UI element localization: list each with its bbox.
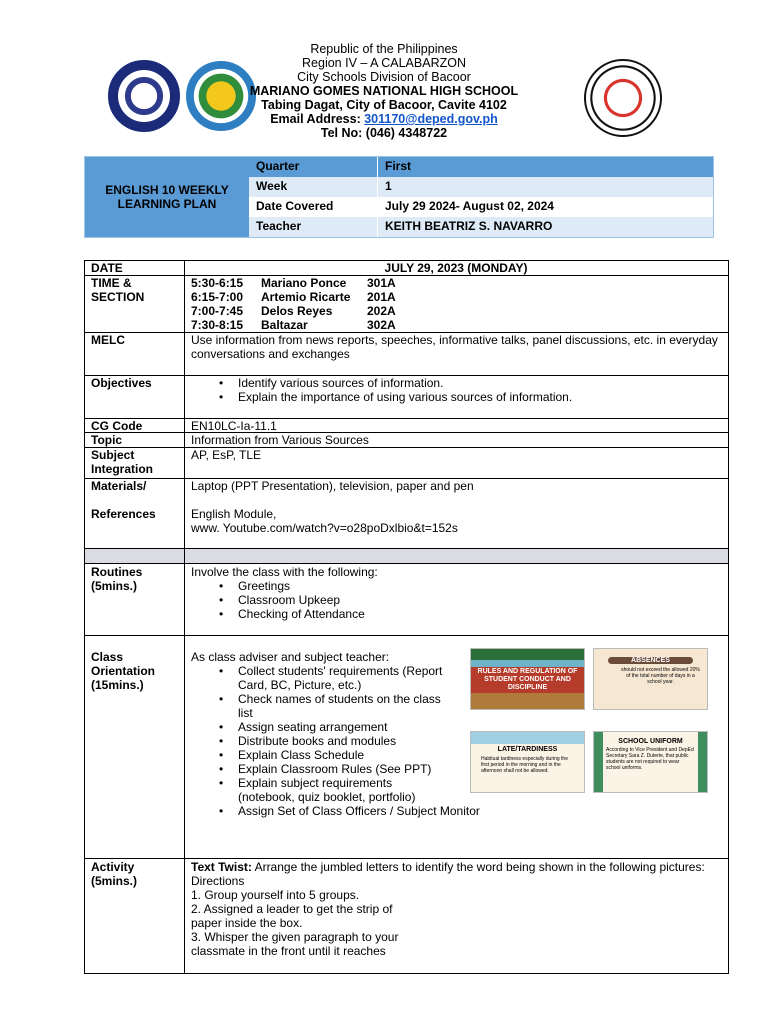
- header-line-1: Republic of the Philippines: [310, 42, 458, 56]
- routine-item: • Checking of Attendance: [191, 607, 721, 621]
- row-subject-integration: Subject Integration AP, EsP, TLE: [85, 448, 728, 479]
- row-date: DATE JULY 29, 2023 (MONDAY): [85, 261, 728, 276]
- header-line-2: Region IV – A CALABARZON: [302, 56, 466, 70]
- references-link: www. Youtube.com/watch?v=o28poDxlbio&t=152s: [191, 521, 458, 535]
- direction-line: classmate in the front until it reaches: [191, 944, 386, 958]
- slide-thumbnail-absences: ABSENCES should not exceed the allowed 20% of the total number of days in a school year.: [593, 648, 708, 710]
- row-spacer: [85, 549, 728, 564]
- plan-info-table: [84, 156, 714, 238]
- time-row: 6:15-7:00 Artemio Ricarte 201A: [191, 290, 396, 304]
- info-row-date-covered: Date Covered July 29 2024- August 02, 2024: [249, 197, 713, 217]
- orientation-item: • Collect students' requirements (Report Card, BC, Picture, etc.): [191, 664, 451, 692]
- routine-item: • Classroom Upkeep: [191, 593, 721, 607]
- time-row: 7:00-7:45 Delos Reyes 202A: [191, 304, 396, 318]
- objective-item: • Identify various sources of information.: [191, 376, 721, 390]
- email-label: Email Address:: [270, 112, 361, 126]
- materials-text: Laptop (PPT Presentation), television, paper and pen: [191, 479, 474, 493]
- time-row: 7:30-8:15 Baltazar 302A: [191, 318, 396, 332]
- document-header: [0, 42, 768, 140]
- orientation-item: • Assign seating arrangement: [191, 720, 451, 734]
- slide-thumbnail-tardiness: LATE/TARDINESS Habitual tardiness especially during the first period in the morning and in the afternoon shall not be allowed.: [470, 731, 585, 793]
- row-objectives: Objectives • Identify various sources of information. • Explain the importance of using various sources of information.: [85, 376, 728, 419]
- direction-line: 2. Assigned a leader to get the strip of: [191, 902, 393, 916]
- objective-item: • Explain the importance of using various sources of information.: [191, 390, 721, 404]
- orientation-item: • Explain Class Schedule: [191, 748, 451, 762]
- references-text: English Module,: [191, 507, 277, 521]
- orientation-item: • Distribute books and modules: [191, 734, 451, 748]
- activity-text: Text Twist: Arrange the jumbled letters to identify the word being shown in the following pictures:: [191, 860, 705, 874]
- row-activity: Activity (5mins.) Text Twist: Arrange the jumbled letters to identify the word being shown in the following pictures: Directions 1. Group yourself into 5 groups. 2. Assigned a leader to get the strip of paper inside the box. 3. Whisper the given paragraph to your classmate in the front until it reaches: [85, 859, 728, 973]
- direction-line: 1. Group yourself into 5 groups.: [191, 888, 360, 902]
- row-class-orientation: Class Orientation (15mins.) As class adviser and subject teacher: • Collect students' requirements (Report Card, BC, Picture, etc.) • Check names of students on the class list • Assign seating arrangement • Distribute books and modules • Explain Class Schedule • Explain Classroom Rules (See PPT) • Explain subject requirements (notebook, quiz booklet, portfolio) • Assign Set of Class Officers / Subject Monitor RULES AND REGULATION OF STUDENT CONDUCT AND DISCIPLINE ABSENCES should not exceed the allowed 20% of the total number of days in a school year. LATE/TARDINESS Habitual tardiness especially during the first period in the morning and in the afternoon shall not be allowed. SCHOOL UNIFORM According to Vice President and DepEd Secretary Sara Z. Duterte, that public students are not required to wear school uniforms.: [85, 636, 728, 859]
- orientation-item: • Explain Classroom Rules (See PPT): [191, 762, 451, 776]
- info-row-week: Week 1: [249, 177, 713, 197]
- routine-item: • Greetings: [191, 579, 721, 593]
- info-row-teacher: Teacher KEITH BEATRIZ S. NAVARRO: [249, 217, 713, 237]
- tel-line: Tel No: (046) 4348722: [320, 126, 448, 140]
- school-name: MARIANO GOMES NATIONAL HIGH SCHOOL: [249, 84, 519, 98]
- email-line: [0, 112, 768, 126]
- time-row: 5:30-6:15 Mariano Ponce 301A: [191, 276, 396, 290]
- orientation-item: • Check names of students on the class list: [191, 692, 451, 720]
- row-melc: MELC Use information from news reports, speeches, informative talks, panel discussions, etc. in everyday conversations and exchanges: [85, 333, 728, 376]
- direction-line: paper inside the box.: [191, 916, 303, 930]
- email-link[interactable]: 301170@deped.gov.ph: [364, 112, 498, 126]
- row-time-section: TIME & SECTION 5:30-6:15 Mariano Ponce 301A 6:15-7:00 Artemio Ricarte 201A 7:00-7:45 Delos Reyes 202A 7:30-8:15 Baltazar 302A: [85, 276, 728, 333]
- orientation-item: • Assign Set of Class Officers / Subject Monitor: [191, 804, 598, 818]
- plan-title: ENGLISH 10 WEEKLY LEARNING PLAN: [85, 157, 249, 237]
- row-topic: Topic Information from Various Sources: [85, 433, 728, 448]
- lesson-plan-table: [84, 260, 729, 974]
- orientation-item: • Explain subject requirements (notebook, quiz booklet, portfolio): [191, 776, 451, 804]
- direction-line: 3. Whisper the given paragraph to your: [191, 930, 399, 944]
- school-address: Tabing Dagat, City of Bacoor, Cavite 4102: [261, 98, 507, 112]
- row-materials-references: Materials/ References Laptop (PPT Presentation), television, paper and pen English Module, www. Youtube.com/watch?v=o28poDxlbio&t=152s: [85, 479, 728, 549]
- info-row-quarter: Quarter First: [249, 157, 713, 177]
- row-routines: Routines (5mins.) Involve the class with the following: • Greetings • Classroom Upkeep • Checking of Attendance: [85, 564, 728, 636]
- slide-thumbnail-rules: RULES AND REGULATION OF STUDENT CONDUCT AND DISCIPLINE: [470, 648, 585, 710]
- header-line-3: City Schools Division of Bacoor: [297, 70, 471, 84]
- row-cg-code: CG Code EN10LC-Ia-11.1: [85, 419, 728, 433]
- slide-thumbnail-uniform: SCHOOL UNIFORM According to Vice President and DepEd Secretary Sara Z. Duterte, that public students are not required to wear school uniforms.: [593, 731, 708, 793]
